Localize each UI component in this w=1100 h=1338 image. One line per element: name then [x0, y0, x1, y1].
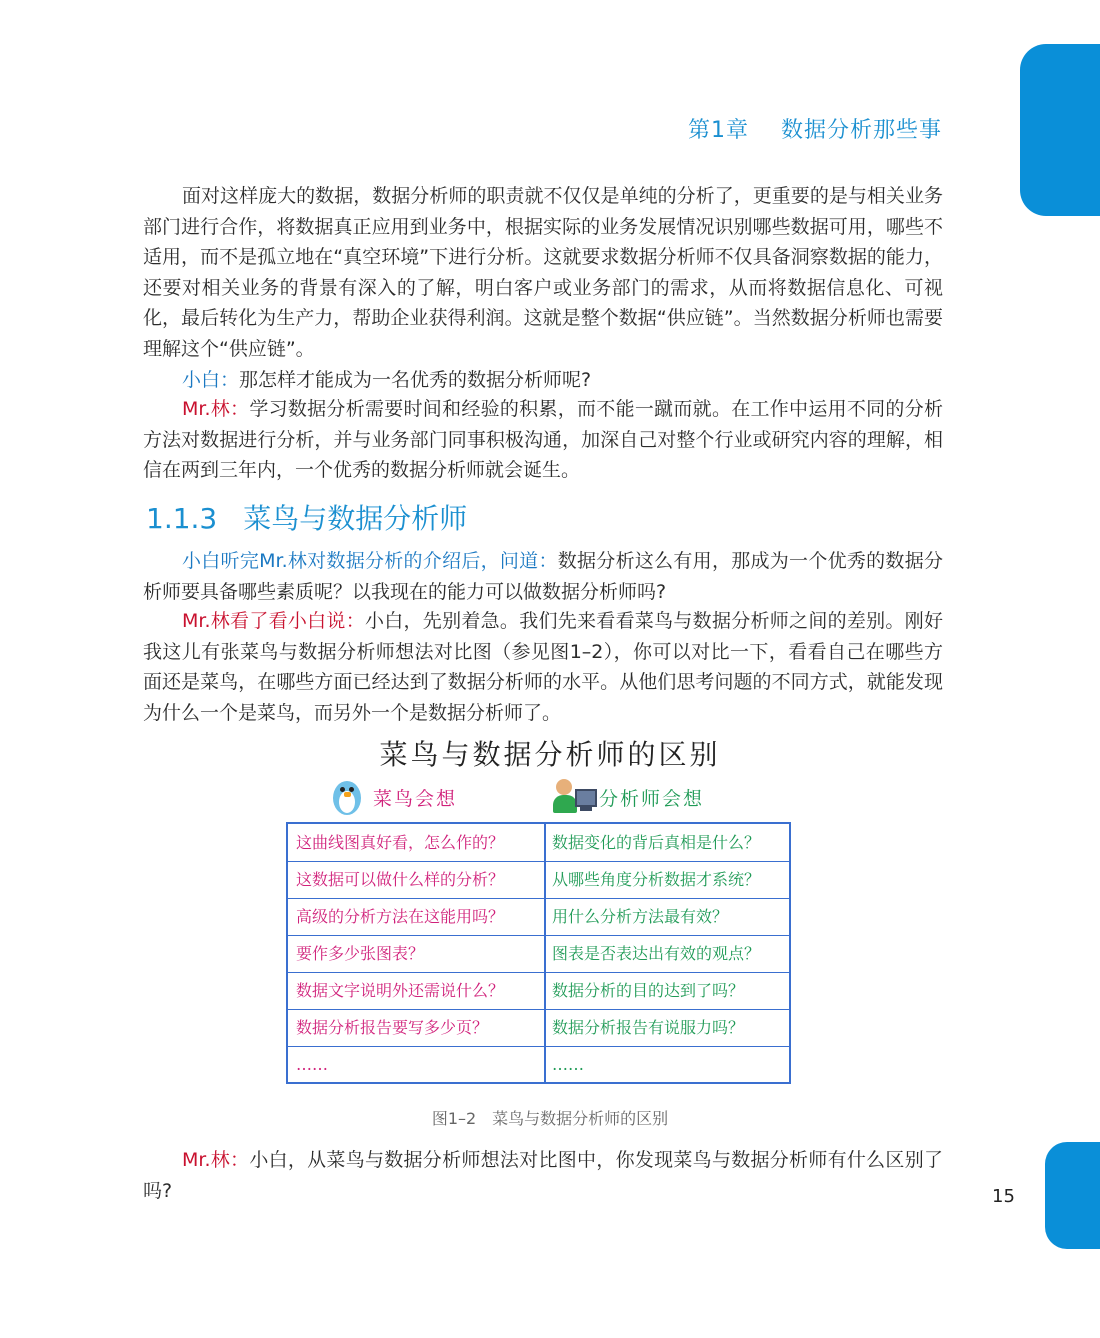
paragraph-text: 小白，从菜鸟与数据分析师想法对比图中，你发现菜鸟与数据分析师有什么区别了吗?: [143, 1149, 943, 1202]
table-row: [288, 824, 789, 862]
speaker-label: 小白听完Mr.林对数据分析的介绍后，问道：: [182, 550, 558, 572]
figure-title: 菜鸟与数据分析师的区别: [379, 738, 721, 771]
rookie-column-header: [327, 777, 457, 817]
table-row: [288, 898, 789, 936]
rookie-cell: 要作多少张图表？: [296, 944, 425, 963]
penguin-icon: [327, 777, 367, 817]
rookie-cell: 这曲线图真好看，怎么作的？: [296, 833, 505, 852]
paragraph-text: 学习数据分析需要时间和经验的积累，而不能一蹴而就。在工作中运用不同的分析方法对数据进行分析，并与业务部门同事积极沟通，加深自己对整个行业或研究内容的理解，相信在两到三年内，一个优秀的数据分析师就会诞生。: [143, 398, 943, 481]
chapter-tab-top: [1020, 44, 1100, 216]
section-heading: [146, 497, 467, 537]
paragraph-6: [143, 1145, 943, 1206]
section-title: 菜鸟与数据分析师: [243, 502, 468, 535]
analyst-header-label: 分析师会想: [599, 787, 705, 810]
analyst-cell: 用什么分析方法最有效？: [552, 907, 729, 926]
table-row: [288, 972, 789, 1010]
chapter-label: 第1章: [688, 118, 749, 143]
section-number: 1.1.3: [146, 502, 218, 535]
table-row: [288, 1046, 789, 1083]
rookie-cell: 这数据可以做什么样的分析？: [296, 870, 505, 889]
analyst-cell: ……: [552, 1055, 584, 1074]
paragraph-5: [143, 606, 943, 728]
rookie-cell: 数据分析报告要写多少页？: [296, 1018, 489, 1037]
speaker-label: Mr.林看了看小白说：: [182, 610, 365, 632]
analyst-column-header: [553, 777, 704, 817]
paragraph-text: 数据分析这么有用，那成为一个优秀的数据分析师要具备哪些素质呢？以我现在的能力可以做数据分析师吗?: [143, 550, 943, 603]
table-row: [288, 935, 789, 973]
speaker-label: 小白：: [182, 369, 240, 391]
paragraph-1: 面对这样庞大的数据，数据分析师的职责就不仅仅是单纯的分析了，更重要的是与相关业务部门进行合作，将数据真正应用到业务中，根据实际的业务发展情况识别哪些数据可用，哪些不适用，而不是孤立地在“真空环境”下进行分析。这就要求数据分析师不仅具备洞察数据的能力，还要对相关业务的背景有深入的了解，明白客户或业务部门的需求，从而将数据信息化、可视化，最后转化为生产力，帮助企业获得利润。这就是整个数据“供应链”。当然数据分析师也需要理解这个“供应链”。: [143, 185, 943, 360]
table-row: [288, 1009, 789, 1047]
rookie-cell: ……: [296, 1055, 328, 1074]
speaker-label: Mr.林：: [182, 398, 250, 420]
speaker-label: Mr.林：: [182, 1149, 250, 1171]
analyst-cell: 数据变化的背后真相是什么？: [552, 833, 761, 852]
figure-caption: 图1–2 菜鸟与数据分析师的区别: [431, 1109, 669, 1128]
chapter-header: [688, 113, 942, 144]
paragraph-text: 那怎样才能成为一名优秀的数据分析师呢?: [239, 369, 592, 391]
paragraph-2: [143, 365, 943, 396]
rookie-cell: 数据文字说明外还需说什么？: [296, 981, 505, 1000]
chapter-title: 数据分析那些事: [780, 118, 942, 143]
rookie-header-label: 菜鸟会想: [373, 787, 458, 810]
page-number: 15: [992, 1186, 1015, 1207]
table-row: [288, 861, 789, 899]
chapter-tab-bottom: [1045, 1142, 1100, 1249]
paragraph-4: [143, 546, 943, 607]
analyst-cell: 图表是否表达出有效的观点？: [552, 944, 761, 963]
comparison-table: [286, 822, 791, 1084]
analyst-cell: 从哪些角度分析数据才系统？: [552, 870, 761, 889]
paragraph-text: 小白，先别着急。我们先来看看菜鸟与数据分析师之间的差别。刚好我这儿有张菜鸟与数据分析师想法对比图（参见图1–2），你可以对比一下，看看自己在哪些方面还是菜鸟，在哪些方面已经达到了数据分析师的水平。从他们思考问题的不同方式，就能发现为什么一个是菜鸟，而另外一个是数据分析师了。: [143, 610, 943, 724]
analyst-cell: 数据分析报告有说服力吗？: [552, 1018, 745, 1037]
paragraph-3: [143, 394, 943, 486]
user-computer-icon: [553, 777, 593, 817]
rookie-cell: 高级的分析方法在这能用吗？: [296, 907, 505, 926]
analyst-cell: 数据分析的目的达到了吗？: [552, 981, 745, 1000]
